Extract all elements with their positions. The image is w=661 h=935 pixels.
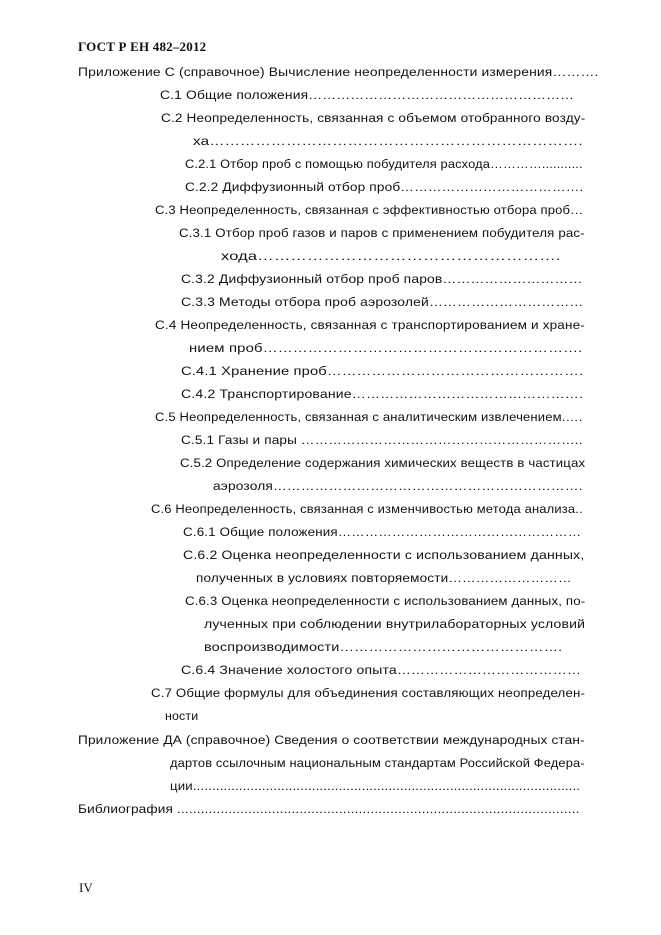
toc-entry-c4-2[interactable]: С.4.2 Транспортирование…………………………………………. <box>181 387 584 401</box>
toc-entry-appendix-da[interactable]: Приложение ДА (справочное) Сведения о соответствии международных стан- <box>78 733 585 747</box>
toc-entry-c3-3[interactable]: С.3.3 Методы отбора проб аэрозолей…………………………… <box>181 295 584 309</box>
toc-entry-c2-1[interactable]: С.2.1 Отбор проб с помощью побудителя расхода…………........... <box>185 157 583 171</box>
toc-entry-bibliography[interactable]: Библиография ...................................................................................................... <box>78 802 580 816</box>
toc-entry-c3-1[interactable]: С.3.1 Отбор проб газов и паров с применением побудителя рас- <box>179 226 585 240</box>
toc-entry-c4[interactable]: С.4 Неопределенность, связанная с транспортированием и хране- <box>155 318 585 332</box>
toc-entry-appendix-da-continued: дартов ссылочным национальным стандартам Российской Федера- <box>170 756 585 770</box>
toc-entry-c2-2[interactable]: С.2.2 Диффузионный отбор проб…………………………………. <box>185 180 584 194</box>
toc-entry-c4-continued: нием проб………………………………………………………. <box>189 341 583 355</box>
toc-entry-c3-1-continued: хода………………………………………………. <box>221 249 561 263</box>
toc-entry-c6-1[interactable]: С.6.1 Общие положения……………………………………………… <box>183 525 582 539</box>
toc-entry-c3-2[interactable]: С.3.2 Диффузионный отбор проб паров………………………… <box>181 272 583 286</box>
toc-entry-c5-2[interactable]: С.5.2 Определение содержания химических веществ в частицах <box>180 456 586 470</box>
toc-entry-appendix-c[interactable]: Приложение С (справочное) Вычисление неопределенности измерения………. <box>78 65 599 79</box>
toc-entry-c7[interactable]: С.7 Общие формулы для объединения составляющих неопределен- <box>151 686 586 700</box>
toc-entry-c3[interactable]: С.3 Неопределенность, связанная с эффективностью отбора проб… <box>155 203 584 217</box>
toc-entry-c1[interactable]: С.1 Общие положения………………………………………………… <box>160 88 575 102</box>
toc-entry-c2-continued: ха………………………………………………………………. <box>193 134 583 148</box>
toc-entry-c6-3[interactable]: С.6.3 Оценка неопределенности с использованием данных, по- <box>185 594 586 608</box>
toc-entry-c6-2-continued: полученных в условиях повторяемости……………………… <box>196 571 572 585</box>
toc-entry-c6[interactable]: С.6 Неопределенность, связанная с изменчивостью метода анализа.. <box>151 502 583 516</box>
toc-entry-c2[interactable]: С.2 Неопределенность, связанная с объемом отобранного возду- <box>161 111 586 125</box>
toc-entry-c6-4[interactable]: С.6.4 Значение холостого опыта………………………………… <box>181 663 582 677</box>
toc-entry-c6-2[interactable]: С.6.2 Оценка неопределенности с использованием данных, <box>183 548 585 562</box>
toc-entry-c5-2-continued: аэрозоля…………………………………………………………. <box>213 479 583 493</box>
toc-entry-appendix-da-continued-2: ции..................................................................................................... <box>170 779 581 793</box>
document-header: ГОСТ Р ЕН 482–2012 <box>78 39 207 54</box>
toc-entry-c6-3-continued-2: воспроизводимости………………………………………. <box>204 640 563 654</box>
page-number: IV <box>79 880 93 895</box>
toc-entry-c7-continued: ности <box>165 709 199 723</box>
toc-entry-c5-1[interactable]: С.5.1 Газы и пары …………………………………………………….. <box>181 433 583 447</box>
toc-entry-c4-1[interactable]: С.4.1 Хранение проб……………………………………………. <box>181 364 584 378</box>
toc-entry-c5[interactable]: С.5 Неопределенность, связанная с аналитическим извлечением.…. <box>155 410 583 424</box>
toc-entry-c6-3-continued: лученных при соблюдении внутрилабораторных условий <box>204 617 586 631</box>
